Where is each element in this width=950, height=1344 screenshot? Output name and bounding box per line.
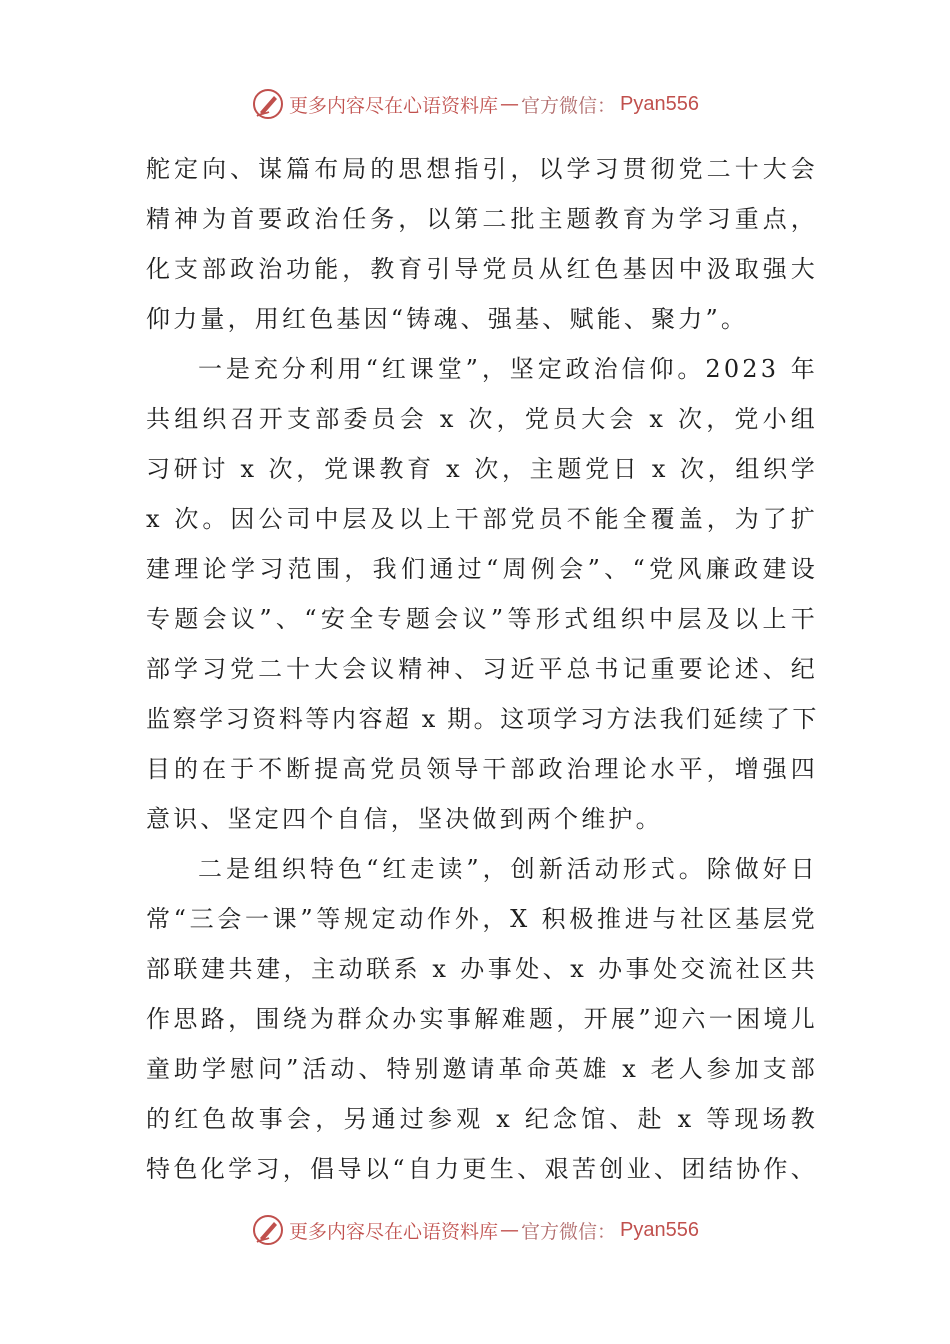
- text-line: 目的在于不断提高党员领导干部政治理论水平，增强四: [146, 755, 818, 783]
- text-line: 共组织召开支部委员会 x 次，党员大会 x 次，党小组: [146, 405, 818, 433]
- text-line: 的红色故事会，另通过参观 x 纪念馆、赴 x 等现场教: [146, 1105, 818, 1133]
- text-line: 作思路，围绕为群众办实事解难题，开展”迎六一困境儿: [146, 1005, 818, 1033]
- text-line: 部学习党二十大会议精神、习近平总书记重要论述、纪: [146, 655, 818, 683]
- text-line: 习研讨 x 次，党课教育 x 次，主题党日 x 次，组织学: [146, 455, 818, 483]
- brand-text: 更多内容尽在心语资料库: [289, 1220, 499, 1243]
- text-line: 常“三会一课”等规定动作外，X 积极推进与社区基层党: [146, 905, 818, 933]
- brand-text: 更多内容尽在心语资料库: [289, 94, 499, 117]
- text-line: 舵定向、谋篇布局的思想指引，以学习贯彻党二十大会: [146, 155, 818, 183]
- text-line: 精神为首要政治任务，以第二批主题教育为学习重点，: [146, 205, 818, 233]
- separator-dash: —: [500, 1219, 520, 1241]
- wechat-label: 官方微信：: [521, 94, 617, 117]
- text-line: 建理论学习范围，我们通过“周例会”、“党风廉政建设: [146, 555, 818, 583]
- wechat-id: Pyan556: [620, 92, 699, 115]
- text-line: 部联建共建，主动联系 x 办事处、x 办事处交流社区共: [146, 955, 818, 983]
- text-line: 特色化学习，倡导以“自力更生、艰苦创业、团结协作、: [146, 1155, 818, 1183]
- text-line: x 次。因公司中层及以上干部党员不能全覆盖，为了扩: [146, 505, 818, 533]
- wechat-id: Pyan556: [620, 1218, 699, 1241]
- separator-dash: —: [500, 93, 520, 115]
- pen-circle-icon: [251, 1213, 285, 1247]
- text-line: 化支部政治功能，教育引导党员从红色基因中汲取强大: [146, 255, 818, 283]
- document-body: [146, 144, 818, 1194]
- paragraph-start-line: 一是充分利用“红课堂”，坚定政治信仰。2023 年: [198, 355, 818, 383]
- text-line: 意识、坚定四个自信，坚决做到两个维护。: [146, 805, 663, 833]
- text-line: 童助学慰问”活动、特别邀请革命英雄 x 老人参加支部: [146, 1055, 818, 1083]
- wechat-label: 官方微信：: [521, 1220, 617, 1243]
- footer-watermark-banner: [0, 1210, 950, 1250]
- text-line: 仰力量，用红色基因“铸魂、强基、赋能、聚力”。: [146, 305, 749, 333]
- text-line: 监察学习资料等内容超 x 期。这项学习方法我们延续了下: [146, 705, 818, 733]
- header-watermark-banner: [0, 84, 950, 124]
- text-line: 专题会议”、“安全专题会议”等形式组织中层及以上干: [146, 605, 818, 633]
- pen-circle-icon: [251, 87, 285, 121]
- paragraph-start-line: 二是组织特色“红走读”，创新活动形式。除做好日: [198, 855, 818, 883]
